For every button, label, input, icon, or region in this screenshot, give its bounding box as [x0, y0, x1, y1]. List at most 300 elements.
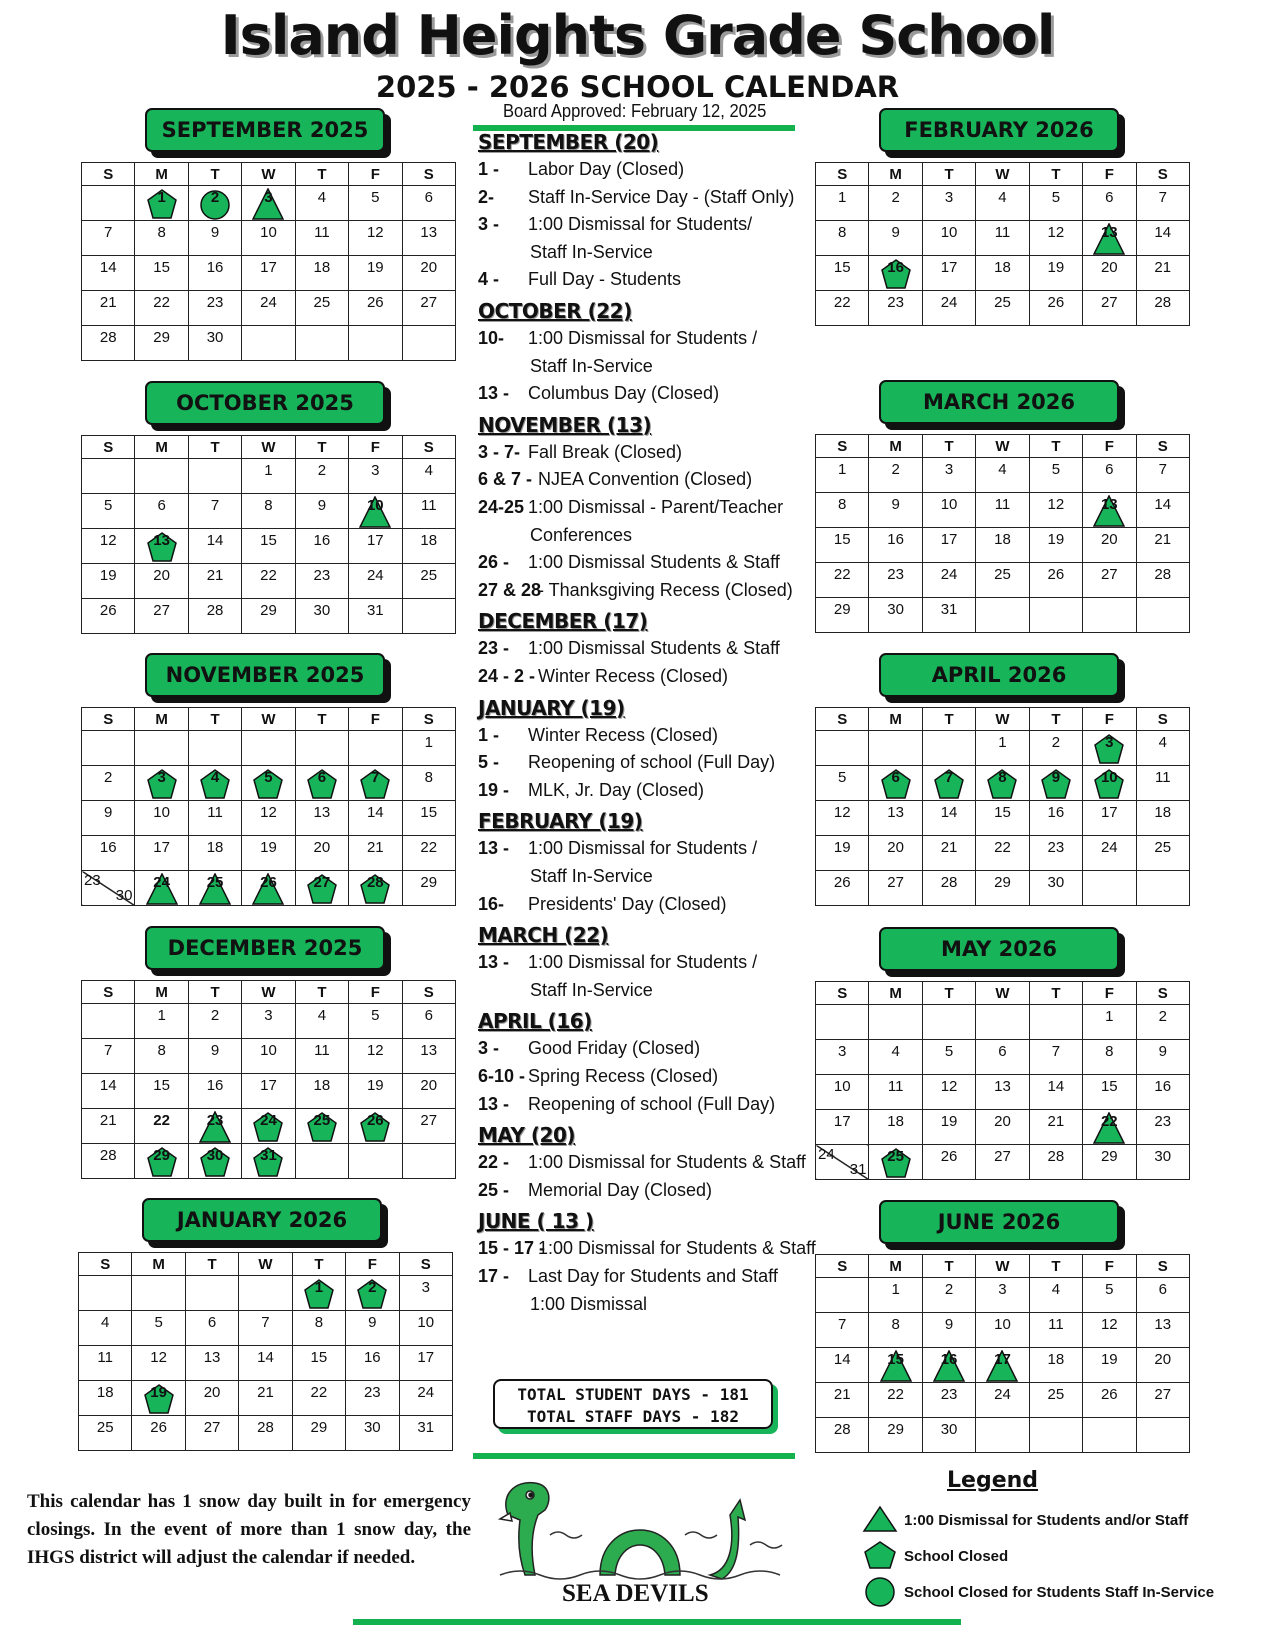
day-cell — [976, 1383, 1029, 1418]
day-number: 22 — [420, 839, 438, 856]
day-cell — [1083, 458, 1136, 493]
day-number: 15 — [153, 1077, 170, 1094]
event-line — [478, 328, 758, 349]
weekday-header: W — [976, 708, 1029, 731]
month-header: JUNE 2026 — [879, 1200, 1119, 1244]
day-cell — [816, 528, 869, 563]
day-cell — [922, 871, 975, 906]
day-number: 20 — [420, 1077, 438, 1094]
empty-cell — [349, 326, 402, 361]
day-number: 9 — [210, 224, 220, 241]
day-cell — [402, 459, 455, 494]
day-number: 25 — [1047, 1386, 1065, 1403]
day-number: 21 — [99, 294, 117, 311]
day-cell — [295, 221, 348, 256]
weekday-header: S — [402, 981, 455, 1004]
day-cell — [869, 1278, 922, 1313]
event-date: 6-10 - — [478, 1066, 526, 1086]
weekday-header: T — [1029, 435, 1082, 458]
day-cell — [135, 1004, 188, 1039]
day-number: 29 — [994, 874, 1011, 891]
day-cell — [346, 1381, 399, 1416]
day-cell — [816, 1313, 869, 1348]
snow-day-note: This calendar has 1 snow day built in for emergency closings. In the event of more than 1 snow day, the IHGS district will adjust the calendar if needed. — [27, 1491, 471, 1568]
day-cell — [242, 801, 295, 836]
day-number: 27 — [203, 1419, 221, 1436]
empty-cell — [82, 186, 135, 221]
empty-cell — [1083, 598, 1136, 633]
day-number: 12 — [366, 1042, 384, 1059]
day-cell — [1083, 1313, 1136, 1348]
day-number: 3 — [1105, 734, 1114, 751]
day-cell — [188, 221, 241, 256]
weekday-header: S — [816, 982, 869, 1005]
event-line — [478, 752, 776, 773]
day-number: 10 — [153, 804, 170, 821]
day-number: 4 — [998, 189, 1007, 206]
event-text: 1:00 Dismissal — [530, 1293, 648, 1314]
day-number: 2 — [317, 462, 327, 479]
weekday-header: S — [79, 1253, 132, 1276]
day-cell — [1083, 1383, 1136, 1418]
day-number: 9 — [944, 1316, 954, 1333]
weekday-header: S — [1136, 708, 1189, 731]
day-cell — [188, 256, 241, 291]
empty-cell — [239, 1276, 292, 1311]
day-cell — [132, 1381, 185, 1416]
total-staff-days: TOTAL STAFF DAYS - 182 — [527, 1407, 739, 1426]
empty-cell — [295, 1144, 348, 1179]
day-number: 27 — [313, 874, 331, 891]
divider-line — [473, 1453, 795, 1459]
day-number: 29 — [260, 602, 277, 619]
day-number: 11 — [1154, 769, 1171, 786]
day-cell — [1083, 1145, 1136, 1180]
month-header: MAY 2026 — [879, 927, 1119, 971]
day-cell — [135, 1074, 188, 1109]
day-cell — [1029, 256, 1082, 291]
day-cell — [295, 256, 348, 291]
weekday-header: S — [816, 435, 869, 458]
day-number: 7 — [838, 1316, 847, 1333]
day-cell — [1136, 563, 1189, 598]
day-number: 17 — [260, 259, 277, 276]
weekday-header: F — [349, 436, 402, 459]
day-cell — [976, 1145, 1029, 1180]
day-number: 8 — [314, 1314, 324, 1331]
day-cell — [1029, 291, 1082, 326]
day-number: 20 — [1100, 259, 1118, 276]
weekday-header: M — [869, 982, 922, 1005]
event-text: Last Day for Students and Staff — [528, 1266, 778, 1286]
month-grid — [815, 981, 1190, 1180]
day-cell — [135, 836, 188, 871]
day-number: 22 — [887, 1386, 904, 1403]
day-cell — [399, 1311, 452, 1346]
empty-cell — [82, 731, 135, 766]
day-cell — [242, 256, 295, 291]
day-cell — [135, 291, 188, 326]
day-cell — [922, 563, 975, 598]
weekday-header: M — [132, 1253, 185, 1276]
event-text: 1:00 Dismissal for Students & Staff — [538, 1238, 816, 1259]
day-cell — [399, 1346, 452, 1381]
day-cell — [295, 801, 348, 836]
day-cell — [135, 871, 188, 906]
event-date: 23 - — [478, 638, 510, 659]
month-grid — [81, 980, 456, 1179]
day-number: 27 — [994, 1148, 1011, 1165]
day-number: 24 — [153, 874, 170, 891]
weekday-header: W — [976, 982, 1029, 1005]
day-cell — [295, 766, 348, 801]
day-cell — [1136, 221, 1189, 256]
day-number: 10 — [833, 1078, 851, 1095]
day-cell — [1083, 186, 1136, 221]
day-cell — [976, 836, 1029, 871]
day-number: 5 — [1105, 1281, 1114, 1298]
event-month-heading: JANUARY (19) — [478, 695, 625, 720]
event-text: NJEA Convention (Closed) — [538, 469, 753, 490]
day-number: 12 — [260, 804, 277, 821]
day-number: 6 — [207, 1314, 217, 1331]
day-number: 2 — [210, 1007, 220, 1024]
day-number: 30 — [940, 1421, 958, 1438]
day-cell — [242, 291, 295, 326]
day-cell — [976, 458, 1029, 493]
empty-cell — [402, 326, 455, 361]
day-cell — [976, 256, 1029, 291]
day-number: 9 — [1051, 769, 1061, 786]
day-number: 26 — [1047, 294, 1065, 311]
day-number: 5 — [838, 769, 847, 786]
event-text: Full Day - Students — [528, 269, 682, 290]
day-cell — [976, 1110, 1029, 1145]
day-number: 2 — [1158, 1008, 1167, 1025]
day-cell — [242, 459, 295, 494]
day-cell — [1029, 1040, 1082, 1075]
day-cell — [242, 494, 295, 529]
day-cell — [82, 494, 135, 529]
day-cell — [292, 1346, 345, 1381]
weekday-header: S — [1136, 1255, 1189, 1278]
day-number: 21 — [1154, 531, 1172, 548]
weekday-header: S — [816, 708, 869, 731]
day-number: 22 — [260, 567, 277, 584]
day-cell — [242, 836, 295, 871]
day-cell — [185, 1346, 238, 1381]
day-number: 13 — [203, 1349, 221, 1366]
day-cell — [1136, 1040, 1189, 1075]
weekday-header: T — [292, 1253, 345, 1276]
day-number: 25 — [887, 1148, 904, 1165]
weekday-header: S — [1136, 435, 1189, 458]
empty-cell — [869, 1005, 922, 1040]
day-number: 20 — [887, 839, 904, 856]
event-date: 26 - — [478, 552, 510, 573]
month-grid — [81, 707, 456, 906]
day-cell — [132, 1416, 185, 1451]
day-number: 28 — [1154, 566, 1172, 583]
day-number: 8 — [838, 224, 847, 241]
event-text: Winter Recess (Closed) — [528, 724, 719, 745]
day-number: 25 — [420, 567, 438, 584]
day-cell — [1083, 221, 1136, 256]
empty-cell — [976, 1005, 1029, 1040]
day-cell — [1029, 1075, 1082, 1110]
day-cell — [188, 1144, 241, 1179]
event-text: Spring Recess (Closed) — [528, 1066, 719, 1086]
day-cell — [188, 1039, 241, 1074]
weekday-header: S — [402, 708, 455, 731]
day-cell — [295, 1109, 348, 1144]
day-cell — [869, 221, 922, 256]
weekday-header: M — [135, 981, 188, 1004]
day-cell — [922, 1278, 975, 1313]
day-number: 11 — [207, 804, 223, 821]
day-cell — [188, 871, 241, 906]
day-number: 14 — [99, 1077, 117, 1094]
day-cell — [349, 871, 402, 906]
day-cell — [135, 801, 188, 836]
day-cell — [976, 1348, 1029, 1383]
day-cell — [402, 1004, 455, 1039]
day-number: 7 — [371, 769, 380, 786]
weekday-header: T — [1029, 1255, 1082, 1278]
day-number: 14 — [1047, 1078, 1065, 1095]
day-number: 19 — [833, 839, 851, 856]
month-grid — [81, 435, 456, 634]
weekday-header: T — [922, 982, 975, 1005]
day-cell — [295, 564, 348, 599]
day-cell — [349, 836, 402, 871]
day-cell — [242, 1039, 295, 1074]
day-cell — [922, 1110, 975, 1145]
day-cell — [1136, 1075, 1189, 1110]
day-cell — [188, 291, 241, 326]
day-cell — [1136, 1348, 1189, 1383]
day-number: 21 — [366, 839, 384, 856]
day-number: 17 — [153, 839, 170, 856]
day-number: 8 — [838, 496, 847, 513]
day-cell — [82, 529, 135, 564]
day-cell — [292, 1381, 345, 1416]
day-cell — [869, 563, 922, 598]
event-date: 5 - — [478, 752, 500, 773]
weekday-header: M — [869, 1255, 922, 1278]
day-number: 24 — [818, 1146, 835, 1163]
event-text: 1:00 Dismissal for Students & Staff — [528, 1152, 806, 1173]
event-text: 1:00 Dismissal for Students / — [528, 328, 758, 348]
day-number: 16 — [206, 1077, 224, 1094]
day-number: 14 — [1154, 496, 1172, 513]
day-cell — [295, 1039, 348, 1074]
day-cell — [185, 1381, 238, 1416]
day-number: 22 — [153, 1112, 170, 1129]
day-cell — [1029, 766, 1082, 801]
day-number: 11 — [314, 224, 330, 241]
day-number: 26 — [99, 602, 117, 619]
weekday-header: M — [869, 163, 922, 186]
day-number: 23 — [313, 567, 331, 584]
day-number: 6 — [891, 769, 900, 786]
day-number: 7 — [261, 1314, 270, 1331]
weekday-header: F — [349, 708, 402, 731]
empty-cell — [349, 1144, 402, 1179]
day-cell — [869, 458, 922, 493]
empty-cell — [1029, 1005, 1082, 1040]
day-number: 10 — [994, 1316, 1011, 1333]
day-number: 15 — [420, 804, 438, 821]
day-number: 9 — [891, 496, 900, 513]
day-cell — [922, 1418, 975, 1453]
day-cell — [185, 1416, 238, 1451]
day-cell — [869, 836, 922, 871]
day-cell — [292, 1311, 345, 1346]
day-number: 3 — [421, 1279, 430, 1296]
day-number: 3 — [998, 1281, 1007, 1298]
day-cell — [349, 186, 402, 221]
empty-cell — [976, 1418, 1029, 1453]
day-number: 18 — [1047, 1351, 1065, 1368]
day-cell — [295, 291, 348, 326]
event-text: 1:00 Dismissal for Students / — [528, 952, 758, 973]
day-cell — [1136, 1110, 1189, 1145]
day-cell — [242, 186, 295, 221]
day-number: 30 — [887, 601, 904, 618]
event-text: Labor Day (Closed) — [528, 159, 685, 179]
day-cell — [135, 256, 188, 291]
weekday-header: T — [188, 163, 241, 186]
day-number: 11 — [97, 1349, 113, 1366]
day-number: 29 — [833, 601, 851, 618]
day-cell — [869, 493, 922, 528]
day-number: 27 — [1154, 1386, 1172, 1403]
day-number: 3 — [264, 1007, 273, 1024]
day-number: 8 — [157, 224, 166, 241]
day-cell — [976, 731, 1029, 766]
day-number: 13 — [313, 804, 331, 821]
event-date: 10- — [478, 328, 505, 348]
day-number: 12 — [833, 804, 851, 821]
day-cell — [82, 326, 135, 361]
day-cell — [922, 766, 975, 801]
event-text: Winter Recess (Closed) — [538, 666, 729, 686]
day-cell — [188, 186, 241, 221]
day-cell — [242, 766, 295, 801]
weekday-header: S — [402, 436, 455, 459]
day-number: 21 — [257, 1384, 274, 1401]
weekday-header: S — [82, 708, 135, 731]
day-cell — [869, 1040, 922, 1075]
day-cell — [242, 564, 295, 599]
event-line — [478, 779, 705, 801]
event-date: 13 - — [478, 383, 510, 404]
day-number: 23 — [363, 1384, 381, 1401]
day-cell — [1029, 1348, 1082, 1383]
day-cell — [132, 1346, 185, 1381]
day-number: 10 — [1100, 769, 1118, 786]
event-date: 13 - — [478, 1093, 510, 1114]
day-cell — [188, 494, 241, 529]
event-text: 1:00 Dismissal for Students / — [528, 838, 758, 859]
day-cell — [295, 529, 348, 564]
weekday-header: F — [1083, 708, 1136, 731]
day-number: 17 — [260, 1077, 277, 1094]
weekday-header: T — [922, 708, 975, 731]
event-month-heading: SEPTEMBER (20) — [478, 130, 659, 154]
day-cell — [922, 1040, 975, 1075]
day-number: 15 — [310, 1349, 328, 1366]
day-number: 22 — [1100, 1113, 1118, 1130]
day-number: 16 — [363, 1349, 381, 1366]
month-header: APRIL 2026 — [879, 653, 1119, 697]
day-number: 15 — [887, 1351, 904, 1368]
day-number: 5 — [264, 769, 273, 786]
weekday-header: F — [1083, 435, 1136, 458]
day-cell — [399, 1276, 452, 1311]
day-cell — [922, 801, 975, 836]
event-line — [478, 1266, 778, 1287]
event-month-heading: DECEMBER (17) — [478, 609, 648, 634]
day-cell — [1083, 1110, 1136, 1145]
day-cell — [1083, 528, 1136, 563]
event-text: Reopening of school (Full Day) — [528, 752, 776, 773]
event-line — [478, 724, 719, 746]
day-number: 6 — [424, 1007, 433, 1024]
total-student-days: TOTAL STUDENT DAYS - 181 — [517, 1385, 749, 1404]
day-cell — [135, 186, 188, 221]
day-number: 17 — [366, 532, 384, 549]
day-cell — [295, 459, 348, 494]
day-number: 12 — [1047, 224, 1065, 241]
weekday-header: W — [242, 708, 295, 731]
weekday-header: F — [1083, 1255, 1136, 1278]
empty-cell — [1136, 598, 1189, 633]
day-number: 4 — [424, 462, 433, 479]
day-cell — [242, 1144, 295, 1179]
month-header: FEBRUARY 2026 — [879, 108, 1119, 152]
empty-cell — [976, 598, 1029, 633]
day-number: 2 — [944, 1281, 954, 1298]
day-cell — [188, 1074, 241, 1109]
event-line — [478, 1093, 776, 1115]
day-cell — [1029, 1145, 1082, 1180]
event-line — [478, 952, 758, 973]
day-cell — [82, 564, 135, 599]
day-number: 1 — [891, 1281, 900, 1298]
day-cell — [188, 766, 241, 801]
day-cell — [1136, 801, 1189, 836]
day-number: 18 — [313, 259, 331, 276]
day-number: 21 — [206, 567, 224, 584]
day-number: 13 — [153, 532, 170, 549]
day-cell — [922, 1313, 975, 1348]
day-number: 12 — [1100, 1316, 1118, 1333]
event-month-heading: MARCH (22) — [478, 923, 609, 948]
day-cell — [816, 186, 869, 221]
day-cell — [1136, 186, 1189, 221]
empty-cell — [816, 1005, 869, 1040]
day-number: 6 — [424, 189, 433, 206]
day-number: 24 — [260, 1112, 277, 1129]
month-grid — [815, 707, 1190, 906]
weekday-header: S — [816, 163, 869, 186]
empty-cell — [295, 326, 348, 361]
day-number: 29 — [153, 329, 170, 346]
day-cell — [346, 1416, 399, 1451]
day-cell — [402, 871, 455, 906]
